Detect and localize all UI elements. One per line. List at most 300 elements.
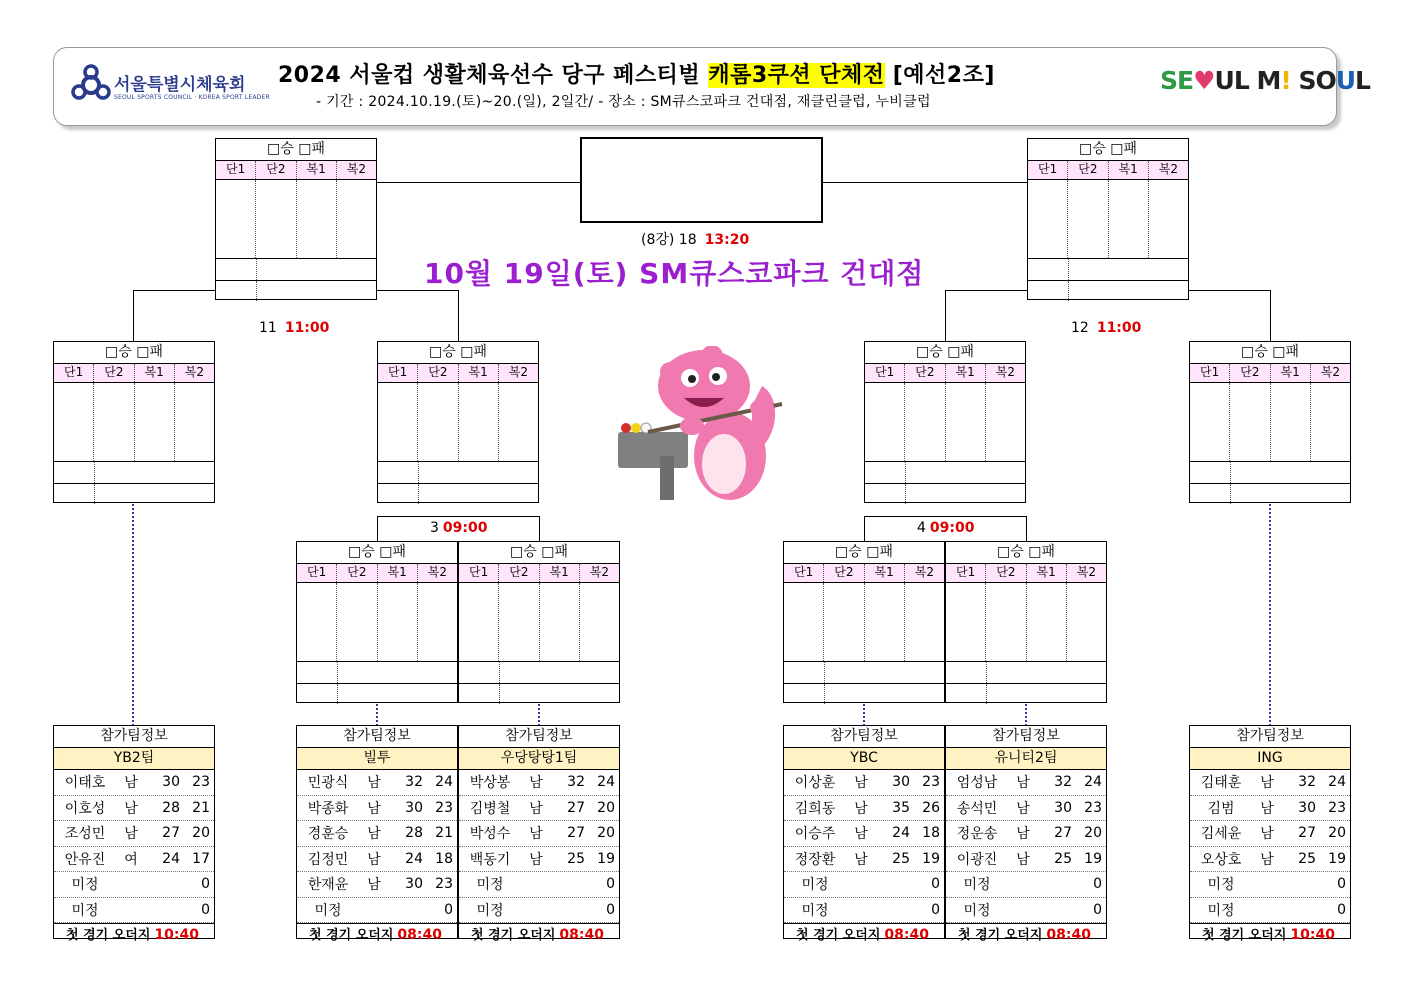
- player-row: [946, 898, 1106, 924]
- team-connector: [538, 704, 540, 726]
- player-name: 박상봉: [469, 775, 511, 792]
- first-match-order: [54, 923, 214, 947]
- team-connector: [132, 504, 134, 726]
- col-label: 단2: [986, 564, 1026, 582]
- player-gender: 남: [854, 826, 868, 843]
- player-handicap: 20: [597, 825, 615, 842]
- council-emblem-icon: [70, 64, 112, 106]
- final-match-label: [641, 229, 749, 249]
- player-score: 30: [1054, 799, 1072, 816]
- logo-part: UL M: [1214, 66, 1281, 95]
- player-row: [1190, 872, 1350, 898]
- player-handicap: 23: [1084, 799, 1102, 816]
- first-match-time: 08:40: [1046, 927, 1091, 943]
- card-header: 참가팀정보: [54, 726, 214, 748]
- seoul-sports-council-logo: [70, 64, 270, 108]
- player-score: 32: [1298, 774, 1316, 791]
- total-row: [459, 684, 619, 704]
- player-gender: 남: [529, 800, 543, 817]
- match-12-label: [1071, 320, 1141, 336]
- card-header: 참가팀정보: [784, 726, 944, 748]
- win-loss-header: □승 □패: [946, 542, 1106, 564]
- player-handicap: 0: [931, 876, 940, 893]
- total-row: [946, 662, 1106, 684]
- match-number: 12: [1071, 320, 1089, 336]
- first-match-label: 첫 경기 오더지: [471, 928, 556, 943]
- bracket-line: [864, 516, 865, 541]
- match-number: 11: [259, 320, 277, 336]
- player-handicap: 23: [435, 876, 453, 893]
- player-row: [459, 821, 619, 847]
- player-name: 미정: [71, 902, 99, 919]
- player-gender: 남: [1016, 851, 1030, 868]
- player-name: 경훈승: [307, 826, 349, 843]
- player-gender: 남: [1260, 775, 1274, 792]
- game-columns: [216, 161, 376, 180]
- total-row: [297, 684, 457, 704]
- player-handicap: 0: [1093, 901, 1102, 918]
- win-loss-header: □승 □패: [1028, 139, 1188, 161]
- player-gender: 남: [124, 800, 138, 817]
- total-row: [865, 484, 1025, 504]
- player-row: [297, 898, 457, 924]
- logo-part: SO: [1290, 66, 1336, 95]
- game-columns: [297, 564, 457, 583]
- col-label: 복2: [1076, 565, 1096, 579]
- bracket-line: [458, 290, 459, 341]
- player-row: [784, 796, 944, 822]
- score-cells: [784, 583, 944, 662]
- player-row: [1190, 770, 1350, 796]
- game-columns: [378, 364, 538, 383]
- win-loss-header: □승 □패: [784, 542, 944, 564]
- council-subname: SEOUL SPORTS COUNCIL · KOREA SPORT LEADER: [114, 94, 270, 101]
- first-match-order: [297, 923, 457, 947]
- player-handicap: 0: [606, 901, 615, 918]
- col-label: 단1: [1190, 364, 1230, 382]
- player-gender: 남: [529, 826, 543, 843]
- player-name: 미정: [801, 902, 829, 919]
- team-name: 유니티2팀: [946, 748, 1106, 770]
- total-row: [54, 484, 214, 504]
- event-info: - 기간 : 2024.10.19.(토)~20.(일), 2일간/ - 장소 : SM큐스코파크 건대점, 재클린클럽, 누비클럽: [316, 94, 931, 110]
- team-name: ING: [1190, 748, 1350, 770]
- player-row: [1190, 796, 1350, 822]
- first-match-time: 08:40: [559, 927, 604, 943]
- player-score: 24: [892, 825, 910, 842]
- player-name: 김희동: [794, 800, 836, 817]
- col-label: 복2: [589, 565, 609, 579]
- bracket-line: [864, 516, 1026, 517]
- match-number: 3: [430, 520, 439, 536]
- col-label: 복2: [995, 365, 1015, 379]
- game-columns: [784, 564, 944, 583]
- win-loss-header: □승 □패: [459, 542, 619, 564]
- player-gender: 남: [367, 877, 381, 894]
- col-label: 복2: [346, 162, 366, 176]
- player-name: 이승주: [794, 826, 836, 843]
- player-gender: 여: [124, 851, 138, 868]
- player-name: 안유진: [64, 851, 106, 868]
- game-columns: [54, 364, 214, 383]
- player-row: [297, 847, 457, 873]
- col-label: 복1: [946, 364, 986, 382]
- total-row: [1028, 281, 1188, 301]
- player-name: 미정: [1207, 902, 1235, 919]
- player-name: 조성민: [64, 826, 106, 843]
- player-gender: 남: [1260, 851, 1274, 868]
- first-match-time: 08:40: [884, 927, 929, 943]
- player-score: 25: [567, 850, 585, 867]
- player-score: 24: [162, 850, 180, 867]
- player-score: 30: [405, 799, 423, 816]
- col-label: 단1: [297, 564, 337, 582]
- col-label: 단2: [94, 364, 134, 382]
- card-header: 참가팀정보: [297, 726, 457, 748]
- player-name: 미정: [1207, 877, 1235, 894]
- player-row: [1190, 847, 1350, 873]
- bracket-line: [1026, 516, 1027, 541]
- title-text: 2024 서울컵 생활체육선수 당구 페스티벌: [278, 63, 709, 88]
- total-row: [297, 662, 457, 684]
- bracket-line: [1270, 290, 1271, 341]
- total-row: [216, 281, 376, 301]
- player-score: 32: [567, 774, 585, 791]
- player-score: 30: [162, 774, 180, 791]
- first-match-order: [784, 923, 944, 947]
- first-match-label: 첫 경기 오더지: [309, 928, 394, 943]
- player-row: [946, 770, 1106, 796]
- total-row: [378, 462, 538, 484]
- player-name: 미정: [314, 902, 342, 919]
- score-box-yb2: [53, 341, 215, 503]
- col-label: 복1: [865, 564, 905, 582]
- score-cells: [297, 583, 457, 662]
- player-score: 32: [405, 774, 423, 791]
- player-gender: 남: [854, 851, 868, 868]
- game-columns: [1028, 161, 1188, 180]
- billiards-mascot-illustration: [612, 346, 788, 506]
- col-label: 복2: [1158, 162, 1178, 176]
- match-time: 09:00: [929, 520, 975, 536]
- player-name: 이호성: [64, 800, 106, 817]
- total-row: [54, 462, 214, 484]
- score-cells: [378, 383, 538, 462]
- player-score: 24: [405, 850, 423, 867]
- player-handicap: 23: [922, 774, 940, 791]
- player-row: [297, 821, 457, 847]
- player-row: [459, 770, 619, 796]
- player-name: 미정: [963, 902, 991, 919]
- player-gender: 남: [854, 800, 868, 817]
- player-score: 27: [567, 825, 585, 842]
- logo-heart: ♥: [1193, 66, 1215, 95]
- col-label: 단1: [216, 161, 256, 179]
- player-gender: 남: [367, 851, 381, 868]
- player-gender: 남: [1016, 826, 1030, 843]
- player-score: 30: [892, 774, 910, 791]
- match-time: 11:00: [284, 320, 330, 336]
- player-score: 30: [405, 876, 423, 893]
- player-handicap: 20: [597, 799, 615, 816]
- col-label: 복1: [1271, 364, 1311, 382]
- player-handicap: 0: [1337, 901, 1346, 918]
- player-handicap: 0: [444, 901, 453, 918]
- score-cells: [459, 583, 619, 662]
- team-connector: [1025, 704, 1027, 726]
- player-row: [54, 821, 214, 847]
- total-row: [784, 662, 944, 684]
- col-label: 복1: [135, 364, 175, 382]
- player-name: 미정: [476, 877, 504, 894]
- col-label: 단2: [337, 564, 377, 582]
- win-loss-header: □승 □패: [378, 342, 538, 364]
- player-handicap: 24: [1328, 774, 1346, 791]
- score-cells: [216, 180, 376, 259]
- player-row: [1190, 898, 1350, 924]
- player-row: [297, 796, 457, 822]
- player-name: 김범: [1207, 800, 1235, 817]
- player-name: 이광진: [956, 851, 998, 868]
- match-number: (8강) 18: [641, 232, 697, 248]
- first-match-label: 첫 경기 오더지: [796, 928, 881, 943]
- player-name: 미정: [476, 902, 504, 919]
- team-card: [53, 725, 215, 943]
- player-gender: 남: [367, 800, 381, 817]
- first-match-label: 첫 경기 오더지: [1202, 928, 1287, 943]
- col-label: 단2: [418, 364, 458, 382]
- player-gender: 남: [124, 826, 138, 843]
- player-row: [459, 796, 619, 822]
- score-cells: [1028, 180, 1188, 259]
- player-gender: 남: [367, 826, 381, 843]
- player-score: 25: [1054, 850, 1072, 867]
- score-box-udangtangtang: [458, 541, 620, 703]
- team-name: YBC: [784, 748, 944, 770]
- col-label: 단2: [1230, 364, 1270, 382]
- player-row: [784, 872, 944, 898]
- card-header: 참가팀정보: [459, 726, 619, 748]
- match-time: 11:00: [1096, 320, 1142, 336]
- first-match-order: [1190, 923, 1350, 947]
- player-name: 한재윤: [307, 877, 349, 894]
- player-name: 이태호: [64, 775, 106, 792]
- team-card: [945, 725, 1107, 943]
- player-name: 백동기: [469, 851, 511, 868]
- card-header: 참가팀정보: [946, 726, 1106, 748]
- col-label: 단2: [499, 564, 539, 582]
- logo-part: SE: [1160, 66, 1194, 95]
- player-handicap: 23: [435, 799, 453, 816]
- logo-part: !: [1280, 66, 1291, 95]
- first-match-time: 10:40: [1290, 927, 1335, 943]
- match-time: 13:20: [704, 232, 750, 248]
- player-name: 미정: [963, 877, 991, 894]
- player-handicap: 0: [931, 901, 940, 918]
- player-name: 미정: [801, 877, 829, 894]
- player-score: 28: [405, 825, 423, 842]
- title-highlight: 캐롬3쿠션 단체전: [708, 63, 885, 88]
- col-label: 복2: [508, 365, 528, 379]
- team-card: [1189, 725, 1351, 943]
- match-11-label: [259, 320, 329, 336]
- seoul-my-soul-logo: [1160, 66, 1370, 95]
- date-venue-heading: 10월 19일(토) SM큐스코파크 건대점: [424, 257, 925, 290]
- col-label: 단2: [256, 161, 296, 179]
- score-box-ybc: [783, 541, 945, 703]
- player-handicap: 19: [597, 850, 615, 867]
- player-name: 이상훈: [794, 775, 836, 792]
- player-name: 오상호: [1200, 851, 1242, 868]
- player-row: [54, 872, 214, 898]
- team-card: [458, 725, 620, 943]
- col-label: 단1: [1028, 161, 1068, 179]
- player-name: 박성수: [469, 826, 511, 843]
- bracket-line: [377, 516, 378, 541]
- score-box-sf-right: [1027, 138, 1189, 300]
- first-match-time: 08:40: [397, 927, 442, 943]
- col-label: 단1: [946, 564, 986, 582]
- bracket-line: [377, 516, 539, 517]
- col-label: 복2: [427, 565, 447, 579]
- player-gender: 남: [1260, 800, 1274, 817]
- player-row: [784, 847, 944, 873]
- player-name: 김세윤: [1200, 826, 1242, 843]
- player-score: 27: [567, 799, 585, 816]
- player-handicap: 0: [201, 876, 210, 893]
- first-match-order: [459, 923, 619, 947]
- total-row: [378, 484, 538, 504]
- match-3-label: [430, 520, 488, 536]
- col-label: 복1: [378, 564, 418, 582]
- win-loss-header: □승 □패: [297, 542, 457, 564]
- player-gender: 남: [854, 775, 868, 792]
- player-score: 25: [892, 850, 910, 867]
- player-row: [459, 872, 619, 898]
- bracket-line: [539, 516, 540, 541]
- total-row: [1028, 259, 1188, 281]
- bracket-line: [377, 182, 580, 183]
- col-label: 단1: [54, 364, 94, 382]
- player-row: [946, 847, 1106, 873]
- first-match-time: 10:40: [154, 927, 199, 943]
- player-gender: 남: [529, 851, 543, 868]
- total-row: [946, 684, 1106, 704]
- player-score: 27: [1054, 825, 1072, 842]
- col-label: 복1: [1109, 161, 1149, 179]
- player-name: 엄성남: [956, 775, 998, 792]
- total-row: [1190, 462, 1350, 484]
- player-handicap: 20: [1328, 825, 1346, 842]
- col-label: 단1: [378, 364, 418, 382]
- total-row: [784, 684, 944, 704]
- logo-part: U: [1335, 66, 1356, 95]
- win-loss-header: □승 □패: [216, 139, 376, 161]
- team-name: YB2팀: [54, 748, 214, 770]
- score-box-m3-winner: [377, 341, 539, 503]
- logo-part: L: [1355, 66, 1370, 95]
- player-handicap: 0: [1337, 876, 1346, 893]
- player-row: [459, 898, 619, 924]
- player-name: 정장환: [794, 851, 836, 868]
- player-gender: 남: [1016, 800, 1030, 817]
- first-match-label: 첫 경기 오더지: [66, 928, 151, 943]
- player-row: [784, 770, 944, 796]
- player-row: [784, 821, 944, 847]
- win-loss-header: □승 □패: [1190, 342, 1350, 364]
- player-name: 김정민: [307, 851, 349, 868]
- bracket-line: [945, 290, 946, 341]
- player-handicap: 18: [922, 825, 940, 842]
- player-gender: 남: [124, 775, 138, 792]
- page-title: [278, 58, 995, 89]
- score-box-sf-left: [215, 138, 377, 300]
- col-label: 단1: [784, 564, 824, 582]
- total-row: [1190, 484, 1350, 504]
- player-handicap: 24: [435, 774, 453, 791]
- col-label: 복1: [297, 161, 337, 179]
- player-handicap: 0: [1093, 876, 1102, 893]
- player-score: 35: [892, 799, 910, 816]
- score-cells: [946, 583, 1106, 662]
- score-box-m4-winner: [864, 341, 1026, 503]
- team-name: 우당탕탕1팀: [459, 748, 619, 770]
- player-score: 32: [1054, 774, 1072, 791]
- player-handicap: 17: [192, 850, 210, 867]
- score-box-biltu: [296, 541, 458, 703]
- team-connector: [863, 704, 865, 726]
- col-label: 복1: [459, 364, 499, 382]
- game-columns: [459, 564, 619, 583]
- player-row: [1190, 821, 1350, 847]
- player-handicap: 20: [192, 825, 210, 842]
- first-match-label: 첫 경기 오더지: [958, 928, 1043, 943]
- player-gender: 남: [529, 775, 543, 792]
- player-handicap: 21: [192, 799, 210, 816]
- player-handicap: 0: [606, 876, 615, 893]
- player-name: 김태훈: [1200, 775, 1242, 792]
- game-columns: [865, 364, 1025, 383]
- total-row: [216, 259, 376, 281]
- match-4-label: [917, 520, 975, 536]
- col-label: 복2: [184, 365, 204, 379]
- col-label: 단2: [905, 364, 945, 382]
- team-card: [783, 725, 945, 943]
- team-name: 빌투: [297, 748, 457, 770]
- player-row: [54, 847, 214, 873]
- player-handicap: 19: [1084, 850, 1102, 867]
- player-score: 28: [162, 799, 180, 816]
- player-handicap: 26: [922, 799, 940, 816]
- win-loss-header: □승 □패: [865, 342, 1025, 364]
- player-row: [459, 847, 619, 873]
- team-connector: [1269, 504, 1271, 726]
- player-handicap: 24: [597, 774, 615, 791]
- player-gender: 남: [367, 775, 381, 792]
- player-handicap: 19: [922, 850, 940, 867]
- game-columns: [946, 564, 1106, 583]
- bracket-line: [133, 290, 134, 341]
- team-card: [296, 725, 458, 943]
- col-label: 단1: [865, 364, 905, 382]
- bracket-line: [823, 182, 1027, 183]
- player-name: 민광식: [307, 775, 349, 792]
- score-cells: [1190, 383, 1350, 462]
- player-handicap: 20: [1084, 825, 1102, 842]
- score-cells: [865, 383, 1025, 462]
- player-score: 27: [162, 825, 180, 842]
- player-name: 박종화: [307, 800, 349, 817]
